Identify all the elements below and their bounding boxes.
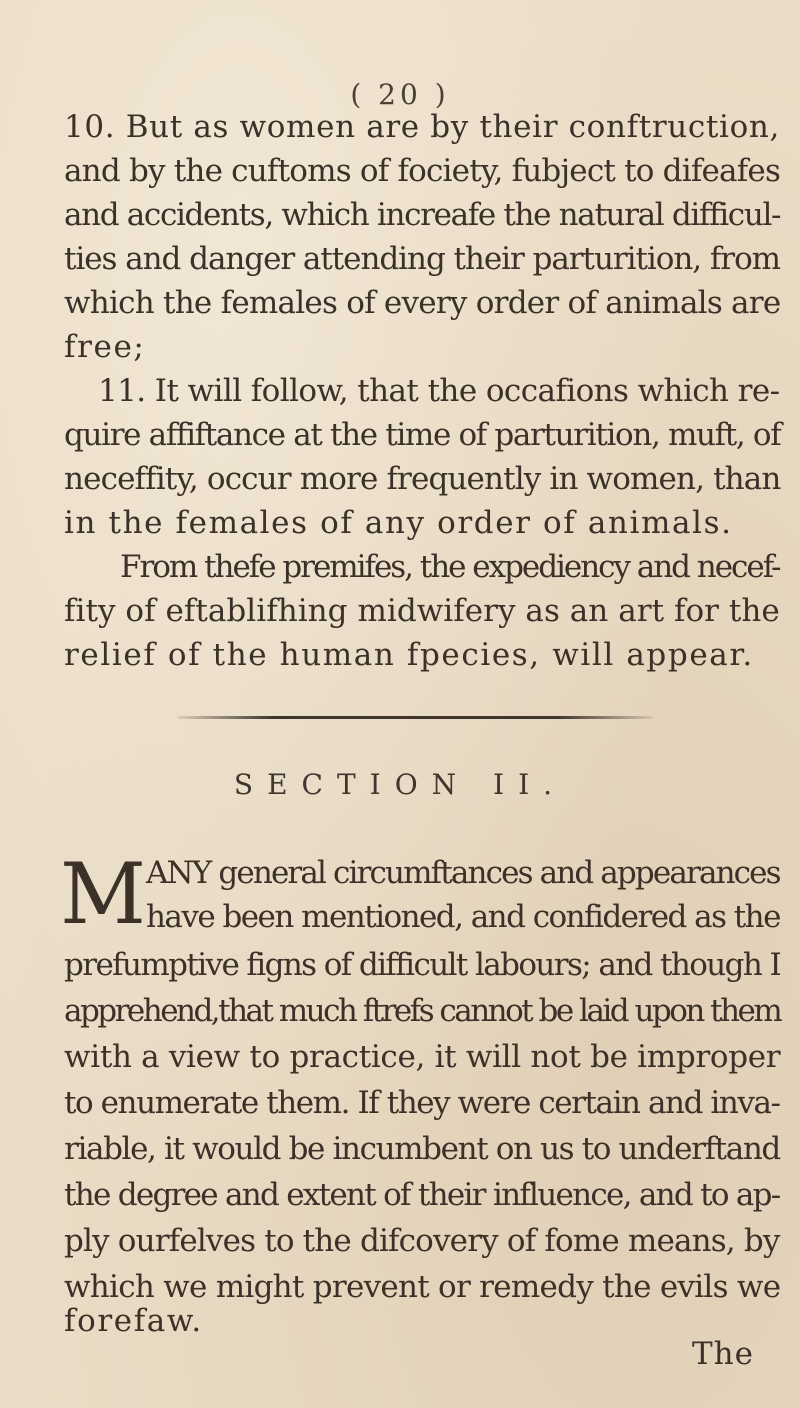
text-line: and by the cuftoms of fociety, fubject to difeafes [64, 153, 781, 189]
drop-cap: M [60, 845, 147, 943]
text-line: ANY general circumftances and appearances [146, 855, 780, 891]
text-line: ties and danger attending their parturition, from [64, 241, 781, 277]
text-line: the degree and extent of their influence, and to ap- [64, 1177, 780, 1213]
text-line: which we might prevent or remedy the evils we [64, 1269, 781, 1305]
text-line: 11. It will follow, that the occafions which re- [98, 373, 780, 409]
text-line: quire affiftance at the time of parturition, muft, of [64, 417, 781, 453]
text-line: to enumerate them. If they were certain and inva- [64, 1085, 780, 1121]
section-heading: SECTION II. [233, 768, 567, 801]
text-line: have been mentioned, and confidered as the [146, 899, 780, 935]
section-divider [178, 716, 652, 719]
text-line: forefaw. [64, 1303, 203, 1339]
text-line: prefumptive figns of difficult labours; and though I [64, 947, 781, 983]
text-line: neceffity, occur more frequently in women, than [64, 461, 781, 497]
catchword: The [692, 1336, 754, 1372]
text-line: 10. But as women are by their conftruction, [64, 109, 781, 145]
text-line: and accidents, which increafe the natural difficul- [64, 197, 781, 233]
text-line: From thefe premifes, the expediency and necef- [120, 549, 780, 585]
text-line: which the females of every order of animals are [64, 285, 781, 321]
text-line: with a view to practice, it will not be improper [64, 1039, 781, 1075]
text-line: fity of eftablifhing midwifery as an art for the [64, 593, 780, 629]
page-number: ( 20 ) [350, 78, 450, 111]
text-line: free; [64, 329, 146, 365]
text-line: riable, it would be incumbent on us to underftand [64, 1131, 780, 1167]
text-line: apprehend,that much ftrefs cannot be laid upon them [64, 993, 781, 1029]
text-line: ply ourfelves to the difcovery of fome means, by [64, 1223, 780, 1259]
text-line: relief of the human fpecies, will appear. [64, 637, 754, 673]
text-line: in the females of any order of animals. [64, 505, 733, 541]
